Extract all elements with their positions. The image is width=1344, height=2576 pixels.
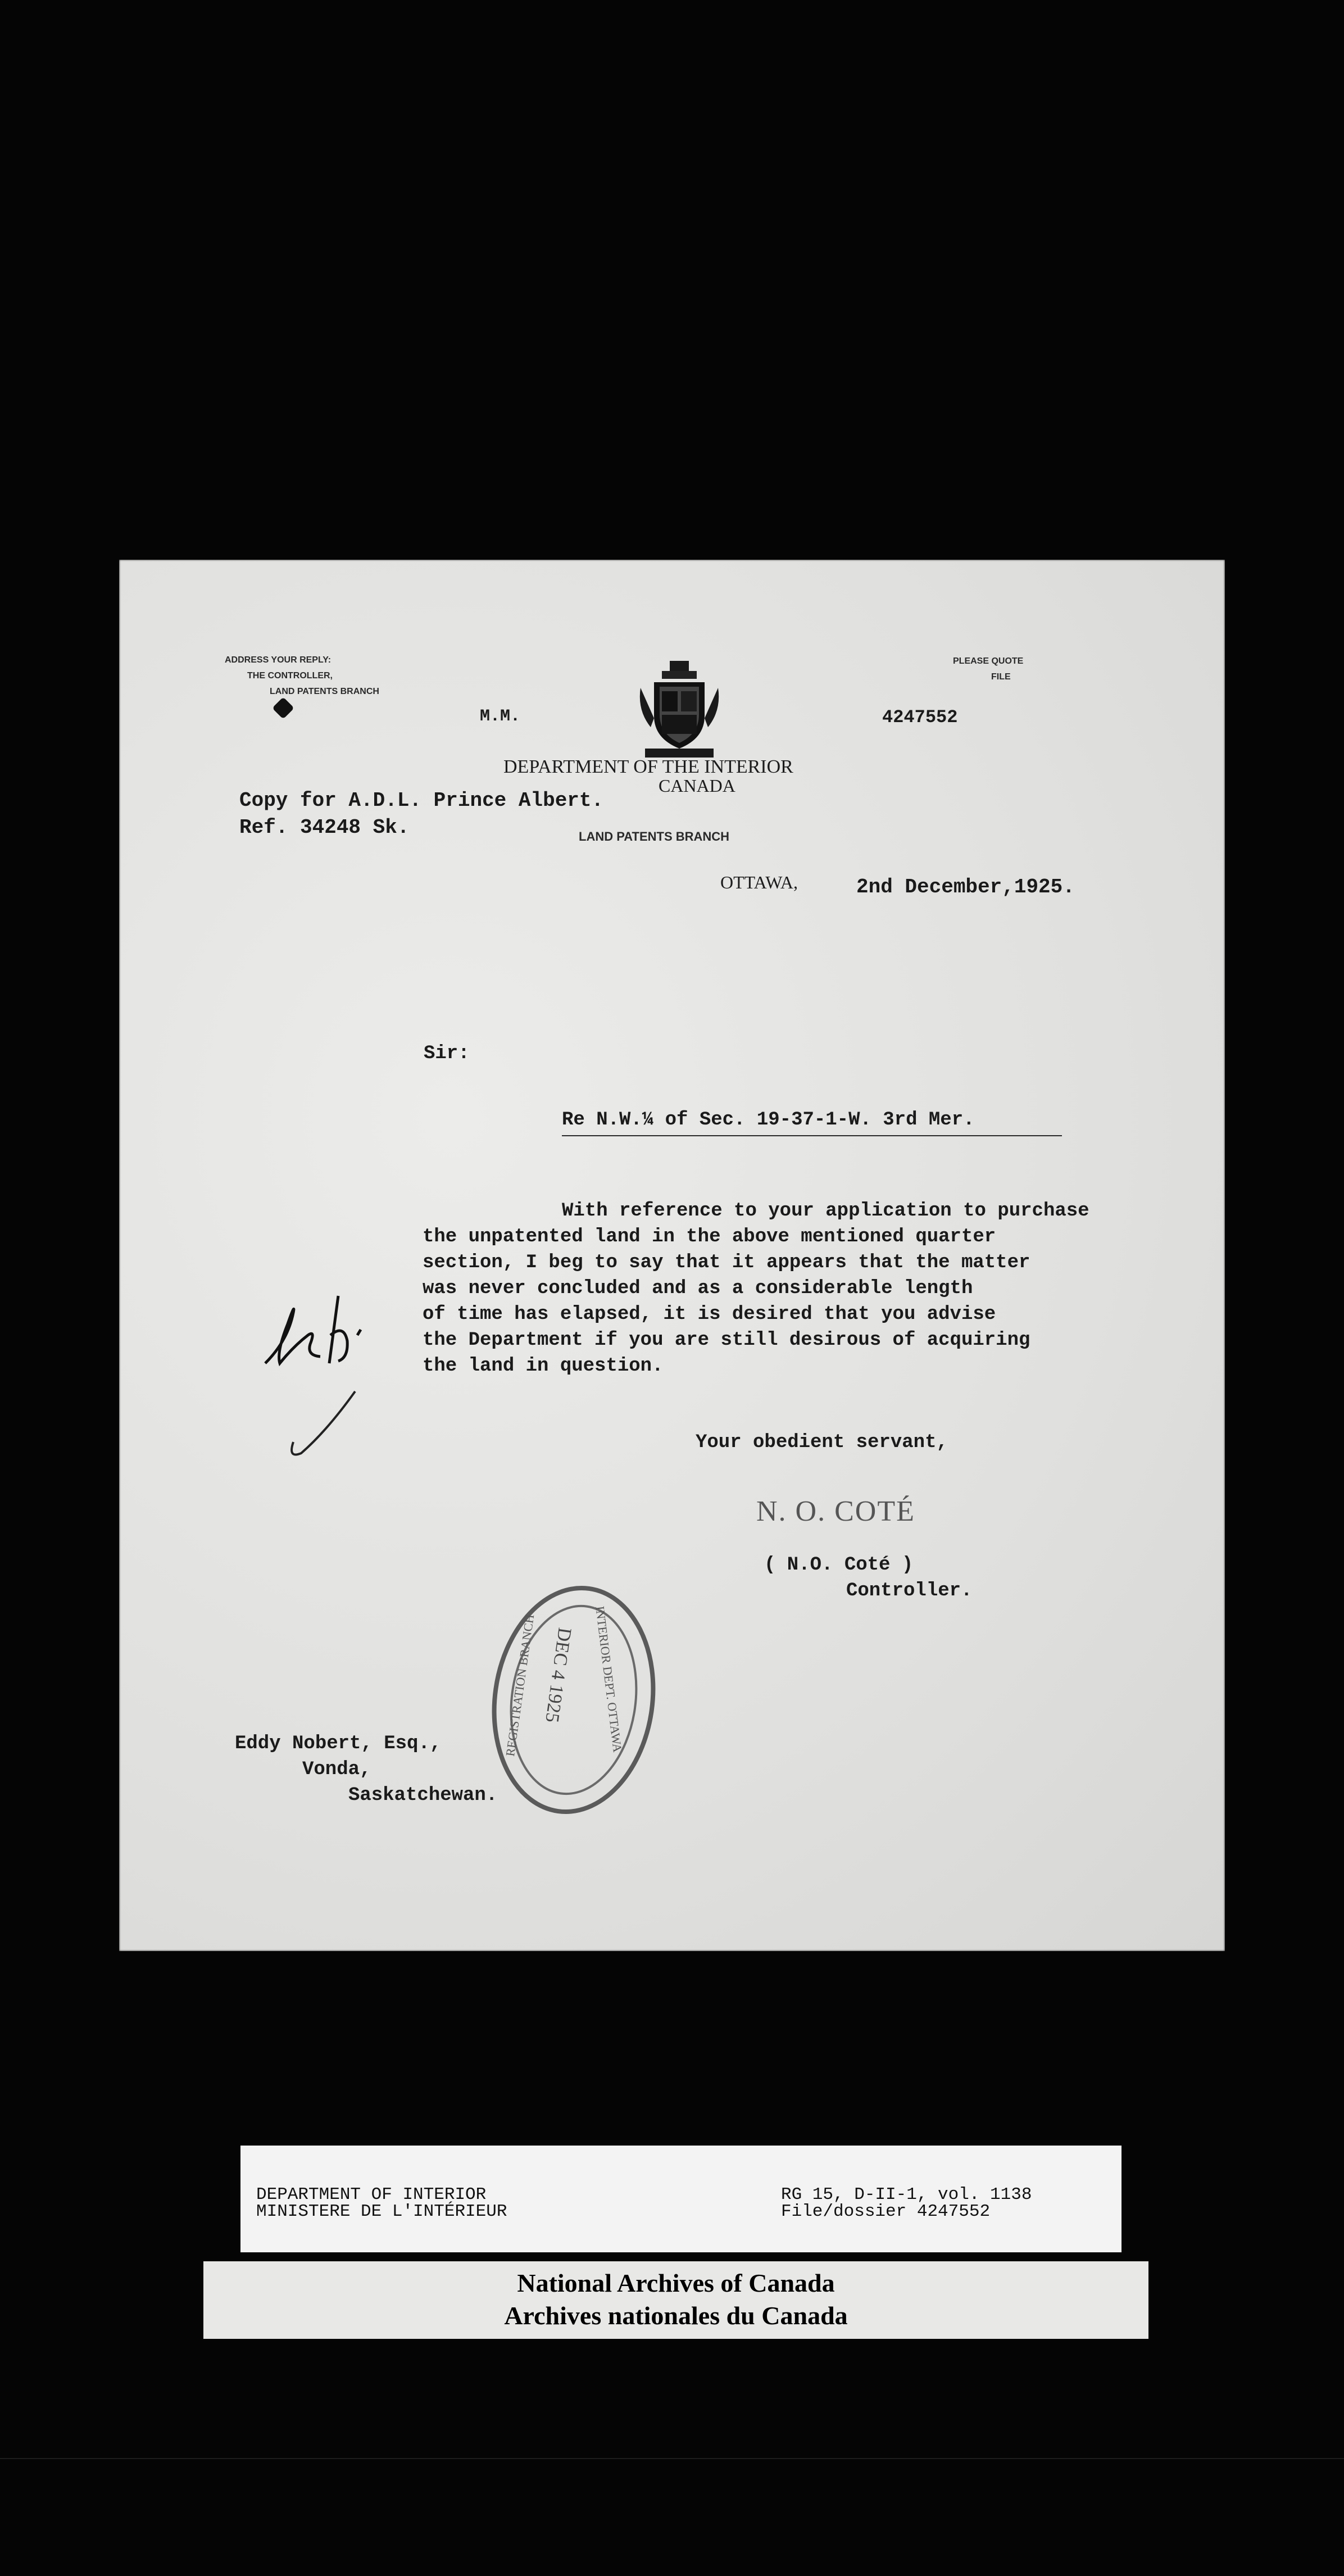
reply-address-line3: LAND PATENTS BRANCH	[270, 687, 379, 696]
banner-english: National Archives of Canada	[517, 2269, 835, 2297]
department-country: CANADA	[659, 775, 735, 796]
branch-title: LAND PATENTS BRANCH	[579, 829, 730, 843]
city-label: OTTAWA,	[720, 872, 798, 892]
letter-page	[119, 560, 1225, 1951]
please-quote-label: PLEASE QUOTE	[953, 656, 1024, 666]
registration-stamp	[471, 1568, 677, 1832]
archive-dept-french: MINISTERE DE L'INTÉRIEUR	[256, 2202, 507, 2221]
archive-file-number: File/dossier 4247552	[781, 2202, 991, 2221]
signature-name: N. O. COTÉ	[756, 1495, 915, 1527]
body-line-6: the Department if you are still desirous of acquiring	[423, 1330, 1030, 1351]
department-title: DEPARTMENT OF THE INTERIOR	[503, 756, 793, 777]
salutation: Sir:	[424, 1043, 470, 1064]
reference-line: Ref. 34248 Sk.	[239, 816, 410, 839]
coat-of-arms-emblem	[637, 660, 721, 760]
addressee-line-1: Eddy Nobert, Esq.,	[235, 1733, 442, 1754]
initials: M.M.	[480, 707, 521, 726]
stamp-outer-top-text: INTERIOR DEPT. OTTAWA	[593, 1605, 625, 1753]
subject-line: Re N.W.¼ of Sec. 19-37-1-W. 3rd Mer.	[562, 1109, 975, 1131]
reply-address-line2: THE CONTROLLER,	[247, 671, 333, 681]
body-line-7: the land in question.	[423, 1355, 664, 1377]
body-line-5: of time has elapsed, it is desired that you advise	[423, 1304, 996, 1325]
body-line-3: section, I beg to say that it appears that the matter	[423, 1252, 1030, 1273]
national-archives-banner	[203, 2261, 1148, 2339]
archive-reference-label	[240, 2146, 1121, 2252]
addressee-line-3: Saskatchewan.	[348, 1785, 498, 1806]
hole-punch-mark	[272, 697, 294, 719]
file-number: 4247552	[882, 707, 958, 728]
subject-underline	[562, 1135, 1062, 1136]
reply-address-line1: ADDRESS YOUR REPLY:	[225, 655, 332, 665]
handwritten-initials	[254, 1273, 389, 1464]
stamp-outer-bottom-text: REGISTRATION BRANCH	[503, 1613, 537, 1757]
archive-dept-english: DEPARTMENT OF INTERIOR	[256, 2185, 487, 2205]
body-line-4: was never concluded and as a considerable length	[423, 1278, 973, 1299]
copy-for-line: Copy for A.D.L. Prince Albert.	[239, 789, 604, 812]
scan-border-line	[0, 2458, 1344, 2459]
file-label: FILE	[991, 672, 1011, 682]
signature-typed-name: ( N.O. Coté )	[764, 1554, 914, 1576]
banner-french: Archives nationales du Canada	[504, 2301, 848, 2330]
signature-title: Controller.	[846, 1580, 973, 1602]
stamp-date: DEC 4 1925	[541, 1626, 575, 1724]
addressee-line-2: Vonda,	[302, 1759, 371, 1780]
letter-date: 2nd December,1925.	[856, 876, 1075, 899]
body-line-2: the unpatented land in the above mentioned quarter	[423, 1226, 996, 1248]
closing: Your obedient servant,	[696, 1432, 948, 1453]
body-line-1: With reference to your application to purchase	[562, 1200, 1089, 1222]
archive-record-group: RG 15, D-II-1, vol. 1138	[781, 2185, 1032, 2205]
